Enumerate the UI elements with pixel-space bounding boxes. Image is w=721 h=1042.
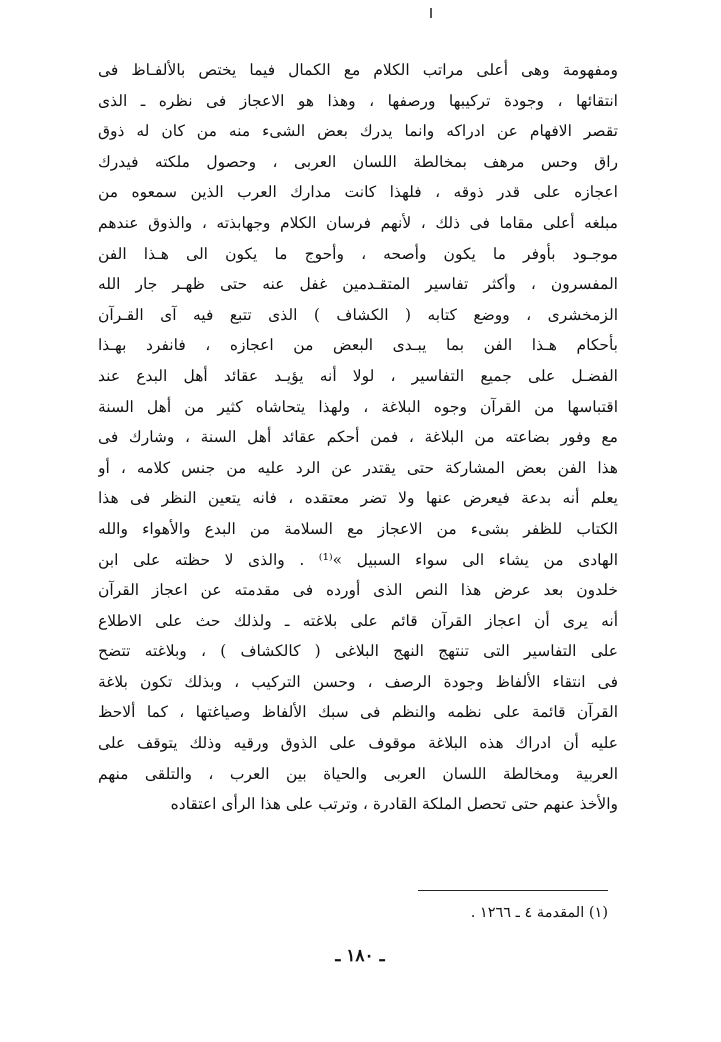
text-line-4: راق وحس مرهف بمخالطة اللسان العربى ، وحصول ملكته فيدرك <box>98 152 618 171</box>
text-line-20: على التفاسير التى تنتهج النهج البلاغى ( كالكشاف ) ، وبلاغته تتضح <box>98 642 618 661</box>
text-line-8: المفسرون ، وأكثر تفاسير المتقـدمين غفل عنه حتى ظهـر جار الله <box>98 275 618 294</box>
body-text <box>98 55 618 820</box>
text-line-6: مبلغه أعلى مقاما فى ذلك ، لأنهم فرسان الكلام وجهابذته ، والذوق عندهم <box>98 213 618 232</box>
text-line-9: الزمخشرى ، ووضع كتابه ( الكشاف ) الذى تتبع فيه آى القـرآن <box>98 305 618 324</box>
footnote: (١) المقدمة ٤ ـ ١٢٦٦ . <box>470 905 608 921</box>
text-line-7: موجـود بأوفر ما يكون وأصحه ، وأحوج ما يكون الى هـذا الفن <box>98 244 618 263</box>
text-line-14: هذا الفن بعض المشاركة حتى يقتدر عن الرد عليه من جنس كلامه ، أو <box>98 458 618 477</box>
text-line-15: يعلم أنه بدعة فيعرض عنها ولا تضر معتقده ، فانه يتعين النظر فى هذا <box>98 489 618 508</box>
page-number: ـ ١٨٠ ـ <box>335 946 385 966</box>
text-line-13: مع وفور بضاعته من البلاغة ، فمن أحكم عقائد أهل السنة ، وشارك فى <box>98 428 618 447</box>
text-line-22: القرآن قائمة على نظمه والنظم فى سبك الألفاظ وصياغتها ، كما ألاحظ <box>98 703 618 722</box>
text-line-1: ومفهومة وهى أعلى مراتب الكلام مع الكمال فيما يختص بالألفـاظ فى <box>98 61 618 79</box>
text-line-2: انتقائها ، وجودة تركيبها ورصفها ، وهذا هو الاعجاز فى نظره ـ الذى <box>98 91 618 110</box>
text-line-23: عليه أن ادراك هذه البلاغة موقوف على الذوق ورقيه وذلك يتوقف على <box>98 734 618 753</box>
text-line-11: الفضـل على جميع التفاسير ، لولا أنه يؤيـد عقائد أهل البدع عند <box>98 366 618 385</box>
text-line-5: اعجازه على قدر ذوقه ، فلهذا كانت مدارك العرب الذين سمعوه من <box>98 183 618 202</box>
text-line-21: فى انتقاء الألفاظ وجودة الرصف ، وحسن التركيب ، وبذلك تكون بلاغة <box>98 672 618 691</box>
text-line-16: الكتاب للظفر بشىء من الاعجاز مع السلامة من البدع والأهواء والله <box>98 519 618 538</box>
text-line-24: العربية ومخالطة اللسان العربى والحياة بين العرب ، والتلقى منهم <box>98 764 618 783</box>
text-line-3: تقصر الافهام عن ادراكه وانما يدرك بعض الشىء منه من كان له ذوق <box>98 122 618 141</box>
footnote-divider <box>418 890 608 891</box>
text-line-18: خلدون بعد عرض هذا النص الذى أورده فى مقدمته عن اعجاز القرآن <box>98 581 618 600</box>
text-line-25: والأخذ عنهم حتى تحصل الملكة القادرة ، وترتب على هذا الرأى اعتقاده <box>170 795 618 814</box>
top-tick-mark <box>430 8 432 18</box>
text-line-17: الهادى من يشاء الى سواء السبيل »⁽¹⁾ . والذى لا حظته على ابن <box>98 550 618 569</box>
text-line-19: أنه يرى أن اعجاز القرآن قائم على بلاغته ـ ولذلك حث على الاطلاع <box>98 611 618 630</box>
text-line-12: اقتباسها من القرآن وجوه البلاغة ، ولهذا يتحاشاه كثير من أهل السنة <box>98 397 618 416</box>
text-line-10: بأحكام هـذا الفن بما يبـدى البعض من اعجازه ، فانفرد بهـذا <box>98 336 618 355</box>
